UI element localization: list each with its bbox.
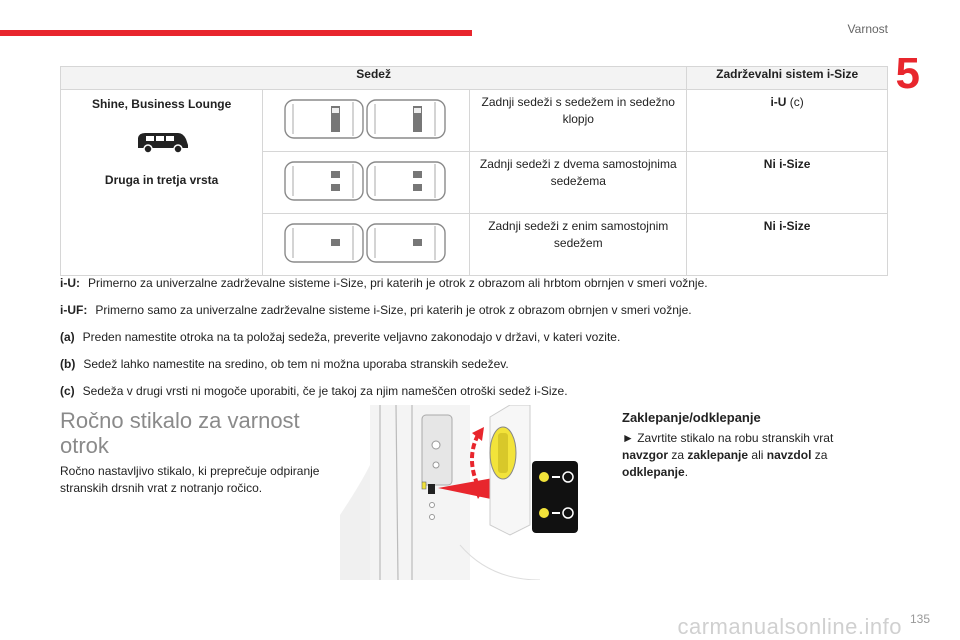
seat-diagram-1 — [263, 90, 469, 148]
page-number: 135 — [909, 612, 930, 626]
instruction-step — [622, 430, 872, 481]
step-text: . — [684, 465, 689, 479]
step-bold: zaklepanje — [687, 448, 749, 462]
row-desc: Zadnji sedeži z enim samostojnim sedežem — [470, 214, 687, 276]
car-diagram-cell — [263, 152, 470, 214]
model-cell — [61, 90, 263, 276]
section-title: Varnost — [847, 22, 888, 36]
isize-value: Ni i-Size — [763, 157, 811, 171]
car-diagram-cell — [263, 90, 470, 152]
note-text: Preden namestite otroka na ta položaj sedeža, preverite veljavno zakonodajo v državi, v kateri vozite. — [82, 330, 621, 344]
note-key: (a) — [60, 330, 75, 344]
step-bold: navzgor — [622, 448, 669, 462]
note-text: Sedež lahko namestite na sredino, ob tem ni možna uporaba stranskih sedežev. — [83, 357, 509, 371]
note-text: Primerno samo za univerzalne zadrževalne sisteme i-Size, pri katerih je otrok z obrazom obrnjen v smeri vožnje. — [95, 303, 692, 317]
note-key: (c) — [60, 384, 75, 398]
seat-diagram-3 — [263, 214, 469, 272]
note-text: Primerno za univerzalne zadrževalne sisteme i-Size, pri katerih je otrok z obrazom ali hrbtom obrnjen v smeri vožnje. — [88, 276, 708, 290]
subheading: Zaklepanje/odklepanje — [622, 410, 761, 425]
seat-table — [60, 66, 888, 276]
col-header-seat: Sedež — [61, 67, 687, 90]
step-text: ali — [748, 448, 767, 462]
step-text: za — [668, 448, 688, 462]
note-item — [60, 303, 900, 318]
step-bold: odklepanje — [622, 465, 685, 479]
isize-note: (c) — [786, 95, 804, 109]
table-header-row — [61, 67, 888, 90]
step-text: ► Zavrtite stikalo na robu stranskih vrat — [622, 431, 834, 445]
section-heading: Ročno stikalo za varnost otrok — [60, 408, 300, 458]
car-diagram-cell — [263, 214, 470, 276]
row-desc: Zadnji sedeži z dvema samostojnima sedežema — [470, 152, 687, 214]
note-item — [60, 330, 900, 345]
row-isize — [687, 152, 888, 214]
seat-diagram-2 — [263, 152, 469, 210]
table-row — [61, 90, 888, 152]
door-lock-photo — [340, 405, 592, 580]
chapter-number: 5 — [895, 49, 920, 98]
note-text: Sedeža v drugi vrsti ni mogoče uporabiti, če je takoj za njim nameščen otroški sedež i-Size. — [82, 384, 568, 398]
watermark: carmanualsonline.info — [677, 614, 902, 639]
row-isize — [687, 214, 888, 276]
van-icon — [134, 129, 190, 155]
step-text: za — [811, 448, 828, 462]
note-key: i-UF: — [60, 303, 88, 317]
isize-value: i-U — [770, 95, 787, 109]
note-item — [60, 384, 900, 399]
note-item — [60, 276, 900, 291]
header-accent-bar — [0, 30, 472, 36]
note-key: (b) — [60, 357, 76, 371]
model-label: Shine, Business Lounge — [91, 97, 232, 111]
note-item — [60, 357, 900, 372]
row-isize — [687, 90, 888, 152]
step-bold: navzdol — [766, 448, 812, 462]
isize-value: Ni i-Size — [763, 219, 811, 233]
section-body: Ročno nastavljivo stikalo, ki preprečuje odpiranje stranskih drsnih vrat z notranjo ročico. — [60, 464, 320, 495]
note-key: i-U: — [60, 276, 80, 290]
row-label: Druga in tretja vrsta — [104, 173, 219, 187]
row-desc: Zadnji sedeži s sedežem in sedežno klopjo — [470, 90, 687, 152]
notes-list — [60, 276, 900, 411]
col-header-isize: Zadrževalni sistem i-Size — [687, 67, 888, 90]
